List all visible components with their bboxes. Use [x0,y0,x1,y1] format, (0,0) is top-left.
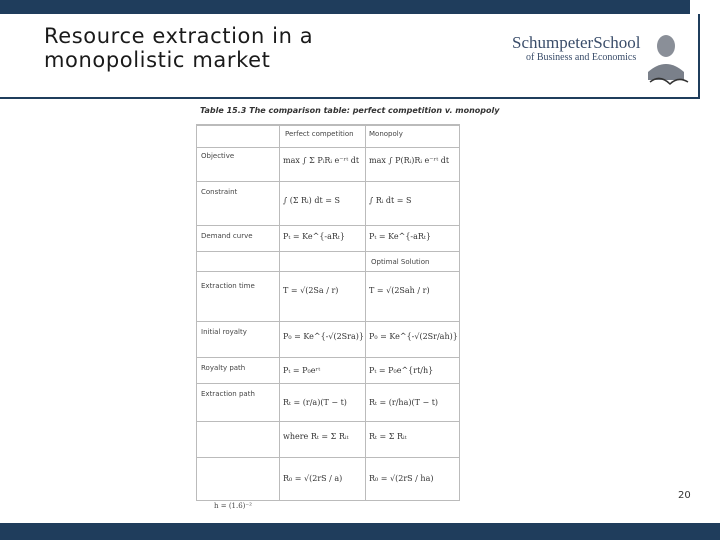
pc-objective: max ∫ Σ PᵢRᵢ e⁻ʳᵗ dt [283,156,360,165]
row-label: Constraint [201,188,238,196]
table-row [197,251,459,266]
table-row [197,357,459,375]
row-label: Extraction path [201,390,255,398]
school-logo [512,34,640,63]
slide-title-line1: Resource extraction in a [44,24,314,48]
slide-title [44,24,313,72]
table-row [197,271,459,295]
row-label: Demand curve [201,232,253,240]
pc-royalty-path: Pₜ = P₀eʳᵗ [283,366,321,375]
footer-bar [0,523,720,540]
mono-initial-extraction: R₀ = √(2rS / ha) [369,474,434,483]
table-row [197,147,459,165]
table-row [197,225,459,241]
mono-initial-royalty: P₀ = Ke^{-√(2Sr/ah)} [369,332,458,341]
row-label: Royalty path [201,364,246,372]
mono-extraction-path: Rₜ = (r/ha)(T − t) [369,398,439,407]
header-bar-gap [690,0,720,14]
mono-demand: Pₜ = Ke^{-aRₜ} [369,232,431,241]
pc-initial-royalty: P₀ = Ke^{-√(2Sra)} [283,332,364,341]
table-row [197,321,459,341]
optimal-solution-header: Optimal Solution [371,258,430,266]
row-label: Initial royalty [201,328,247,336]
row-label: Extraction time [201,282,255,290]
pc-constraint: ∫ (Σ Rᵢ) dt = S [283,196,340,205]
col-header-mono: Monopoly [369,130,403,138]
table-row [197,457,459,483]
table-caption: Table 15.3 The comparison table: perfect competition v. monopoly [200,106,500,115]
slide-title-line2: monopolistic market [44,48,271,72]
row-label: Objective [201,152,235,160]
table-row [197,125,459,138]
pc-demand: Pₜ = Ke^{-aRₜ} [283,232,345,241]
table-row [197,383,459,407]
mono-royalty-path: Pₜ = P₀e^{rt/h} [369,366,434,375]
comparison-table [196,124,460,501]
page-number: 20 [678,490,691,501]
pc-initial-extraction: R₀ = √(2rS / a) [283,474,343,483]
header-bar [0,0,690,14]
col-header-pc: Perfect competition [285,130,354,138]
header-side-rule [698,14,700,99]
pc-extraction-time: T = √(2Sa / r) [283,286,339,295]
table-footnote: h = (1.6)⁻² [214,502,252,510]
logo-subtitle: of Business and Economics [526,52,637,63]
table-row [197,181,459,205]
pc-extraction-sum: where Rₜ = Σ Rᵢₜ [283,432,349,441]
mono-objective: max ∫ P(Rᵢ)Rᵢ e⁻ʳᵗ dt [369,156,450,165]
mono-extraction-sum: Rₜ = Σ Rᵢₜ [369,432,407,441]
logo-name: SchumpeterSchool [512,33,641,52]
mono-extraction-time: T = √(2Sah / r) [369,286,430,295]
mono-constraint: ∫ Rᵢ dt = S [369,196,412,205]
pc-extraction-path: Rₜ = (r/a)(T − t) [283,398,347,407]
portrait-image [640,30,692,92]
header-rule [0,97,700,99]
table-row [197,421,459,441]
